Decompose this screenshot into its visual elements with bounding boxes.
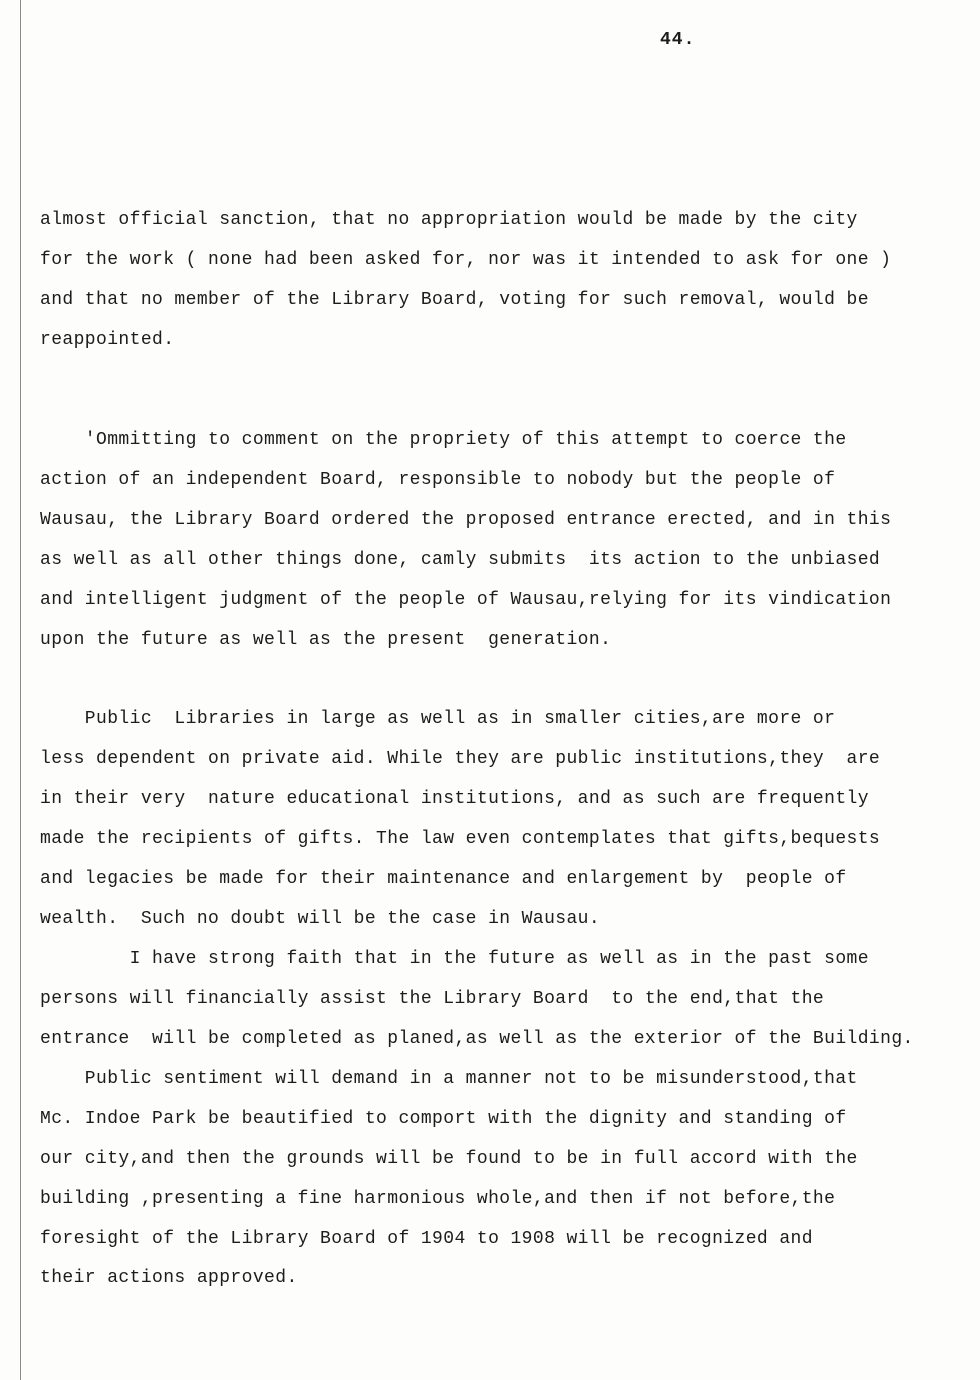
page-number: 44. — [660, 30, 696, 50]
text-line: Mc. Indoe Park be beautified to comport with the dignity and standing of — [40, 1109, 847, 1129]
text-line: 'Ommitting to comment on the propriety of this attempt to coerce the — [40, 430, 847, 450]
text-line: action of an independent Board, responsible to nobody but the people of — [40, 470, 836, 490]
text-line: upon the future as well as the present generation. — [40, 630, 612, 650]
text-line: and intelligent judgment of the people of Wausau,relying for its vindication — [40, 590, 892, 610]
text-line: less dependent on private aid. While they are public institutions,they are — [40, 749, 881, 769]
text-line: I have strong faith that in the future as well as in the past some — [40, 949, 869, 969]
text-line: foresight of the Library Board of 1904 to 1908 will be recognized and — [40, 1229, 813, 1249]
text-line: Public sentiment will demand in a manner not to be misunderstood,that — [40, 1069, 858, 1089]
text-line: wealth. Such no doubt will be the case in Wausau. — [40, 909, 601, 929]
text-line: and that no member of the Library Board, voting for such removal, would be — [40, 290, 869, 310]
text-line: as well as all other things done, camly submits its action to the unbiased — [40, 550, 881, 570]
text-line: building ,presenting a fine harmonious whole,and then if not before,the — [40, 1189, 836, 1209]
text-line: in their very nature educational institutions, and as such are frequently — [40, 789, 869, 809]
text-line: for the work ( none had been asked for, nor was it intended to ask for one ) — [40, 250, 892, 270]
text-line: our city,and then the grounds will be found to be in full accord with the — [40, 1149, 858, 1169]
text-line: made the recipients of gifts. The law even contemplates that gifts,bequests — [40, 829, 881, 849]
text-line: almost official sanction, that no appropriation would be made by the city — [40, 210, 858, 230]
page-left-edge — [20, 0, 21, 1380]
text-line: persons will financially assist the Library Board to the end,that the — [40, 989, 825, 1009]
text-line: and legacies be made for their maintenance and enlargement by people of — [40, 869, 847, 889]
text-line: Public Libraries in large as well as in smaller cities,are more or — [40, 709, 836, 729]
text-line: Wausau, the Library Board ordered the proposed entrance erected, and in this — [40, 510, 892, 530]
text-line: entrance will be completed as planed,as well as the exterior of the Building. — [40, 1029, 914, 1049]
text-line: reappointed. — [40, 330, 175, 350]
text-line: their actions approved. — [40, 1268, 298, 1288]
